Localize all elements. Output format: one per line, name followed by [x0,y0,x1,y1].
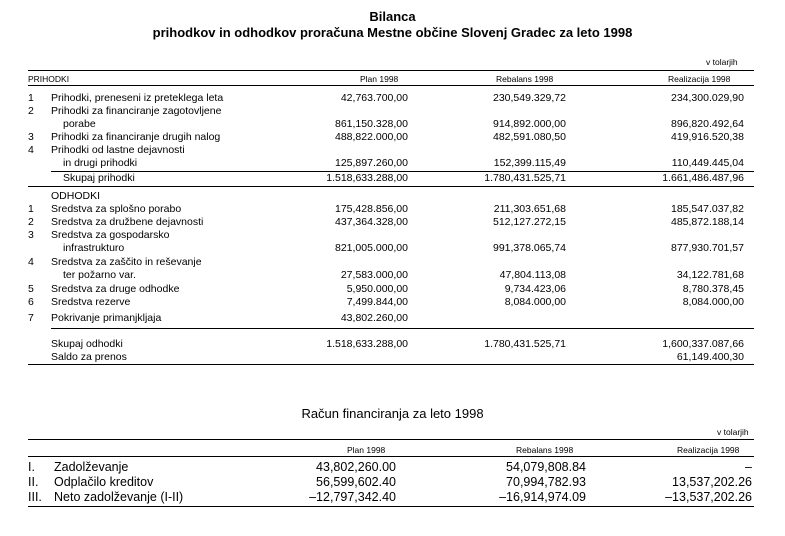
value-plan: 56,599,602.40 [316,475,396,489]
row-number: 5 [28,283,34,295]
value-plan: 42,763.700,00 [340,92,408,104]
value-rebalans: 9,734.423,06 [504,283,566,295]
row-label: Sredstva rezerve [51,296,131,308]
value-rebalans: 230,549.329,72 [493,92,566,104]
row-label: Sredstva za gospodarsko [51,229,170,241]
document-subtitle: prihodkov in odhodkov proračuna Mestne občine Slovenj Gradec za leto 1998 [152,25,633,40]
value-realizacija: 34,122.781,68 [676,269,744,281]
divider [28,439,754,440]
value-rebalans: 152,399.115,49 [493,157,566,169]
section-header-income: PRIHODKI [28,74,70,84]
value-rebalans: 8,084.000,00 [504,296,566,308]
subtotal-divider [51,328,754,329]
row-label: Skupaj prihodki [63,172,135,184]
row-label: Pokrivanje primanjkljaja [51,312,162,324]
value-plan: 43,802,260.00 [316,460,396,474]
document-title: Bilanca [369,9,416,24]
row-label: Skupaj odhodki [51,338,123,350]
row-number: 7 [28,312,34,324]
financing-header-realizacija: Realizacija 1998 [677,445,740,455]
value-realizacija: 185,547.037,82 [671,203,744,215]
value-rebalans: 512,127.272,15 [493,216,566,228]
row-number: I. [28,460,35,474]
value-rebalans: 54,079,808.84 [506,460,586,474]
value-plan: 175,428.856,00 [335,203,408,215]
divider [28,456,754,457]
value-plan: 821,005.000,00 [335,242,408,254]
value-plan: 27,583.000,00 [340,269,408,281]
value-realizacija: 877,930.701,57 [671,242,744,254]
value-plan: –12,797,342.40 [309,490,396,504]
value-rebalans: 482,591.080,50 [493,131,566,143]
value-rebalans: –16,914,974.09 [499,490,586,504]
row-number: 6 [28,296,34,308]
value-rebalans: 914,892.000,00 [493,118,566,130]
value-realizacija: 61,149.400,30 [676,351,744,363]
value-realizacija: 1.661,486.487,96 [662,172,744,184]
divider [28,70,754,71]
value-realizacija: 8,084.000,00 [682,296,744,308]
financing-header-rebalans: Rebalans 1998 [516,445,574,455]
column-header-rebalans: Rebalans 1998 [496,74,554,84]
divider [28,85,754,86]
row-label: Zadolževanje [54,460,129,474]
column-header-realizacija: Realizacija 1998 [668,74,731,84]
value-realizacija: 234,300.029,90 [671,92,744,104]
row-label: Prihodki za financiranje zagotovljene [51,105,222,117]
divider [28,186,754,187]
row-label: in drugi prihodki [63,157,138,169]
row-label: porabe [63,118,96,130]
value-plan: 7,499.844,00 [346,296,408,308]
value-plan: 125,897.260,00 [335,157,408,169]
value-plan: 437,364.328,00 [335,216,408,228]
row-number: 3 [28,131,34,143]
divider [28,506,754,507]
financing-header-plan: Plan 1998 [347,445,386,455]
value-plan: 43,802.260,00 [340,312,408,324]
value-plan: 5,950.000,00 [346,283,408,295]
financing-unit-label: v tolarjih [717,427,749,437]
section-header-expenses: ODHODKI [51,190,101,202]
value-realizacija: 1,600,337.087,66 [662,338,744,350]
row-label: Odplačilo kreditov [54,475,154,489]
row-label: Sredstva za družbene dejavnosti [51,216,204,228]
value-plan: 861,150.328,00 [335,118,408,130]
value-plan: 488,822.000,00 [335,131,408,143]
row-label: Prihodki za financiranje drugih nalog [51,131,221,143]
unit-label: v tolarjih [706,57,738,67]
value-rebalans: 211,303.651,68 [493,203,566,215]
row-number: 2 [28,216,34,228]
value-rebalans: 47,804.113,08 [499,269,566,281]
row-label: Prihodki, preneseni iz preteklega leta [51,92,224,104]
row-number: 2 [28,105,34,117]
row-label: Sredstva za druge odhodke [51,283,180,295]
column-header-plan: Plan 1998 [360,74,399,84]
value-realizacija: – [745,460,752,474]
row-number: 4 [28,144,34,156]
value-realizacija: 485,872.188,14 [671,216,744,228]
row-number: 1 [28,92,34,104]
value-realizacija: 896,820.492,64 [671,118,744,130]
row-label: ter požarno var. [63,269,136,281]
row-label: Sredstva za splošno porabo [51,203,182,215]
row-label: Neto zadolževanje (I-II) [54,490,184,504]
value-rebalans: 991,378.065,74 [493,242,566,254]
row-number: 3 [28,229,34,241]
value-realizacija: –13,537,202.26 [665,490,752,504]
row-label: infrastrukturo [63,242,125,254]
row-label: Prihodki od lastne dejavnosti [51,144,185,156]
row-number: II. [28,475,39,489]
value-plan: 1.518,633.288,00 [326,338,408,350]
value-rebalans: 1.780,431.525,71 [484,172,566,184]
divider [28,364,754,365]
row-number: 4 [28,256,34,268]
value-realizacija: 419,916.520,38 [671,131,744,143]
value-realizacija: 8,780.378,45 [682,283,744,295]
financing-title: Račun financiranja za leto 1998 [301,406,484,421]
value-rebalans: 70,994,782.93 [506,475,586,489]
row-label: Saldo za prenos [51,351,127,363]
value-rebalans: 1.780,431.525,71 [484,338,566,350]
row-number: 1 [28,203,34,215]
row-number: III. [28,490,42,504]
value-plan: 1.518,633.288,00 [326,172,408,184]
value-realizacija: 110,449.445,04 [671,157,744,169]
value-realizacija: 13,537,202.26 [672,475,752,489]
row-label: Sredstva za zaščito in reševanje [51,256,202,268]
